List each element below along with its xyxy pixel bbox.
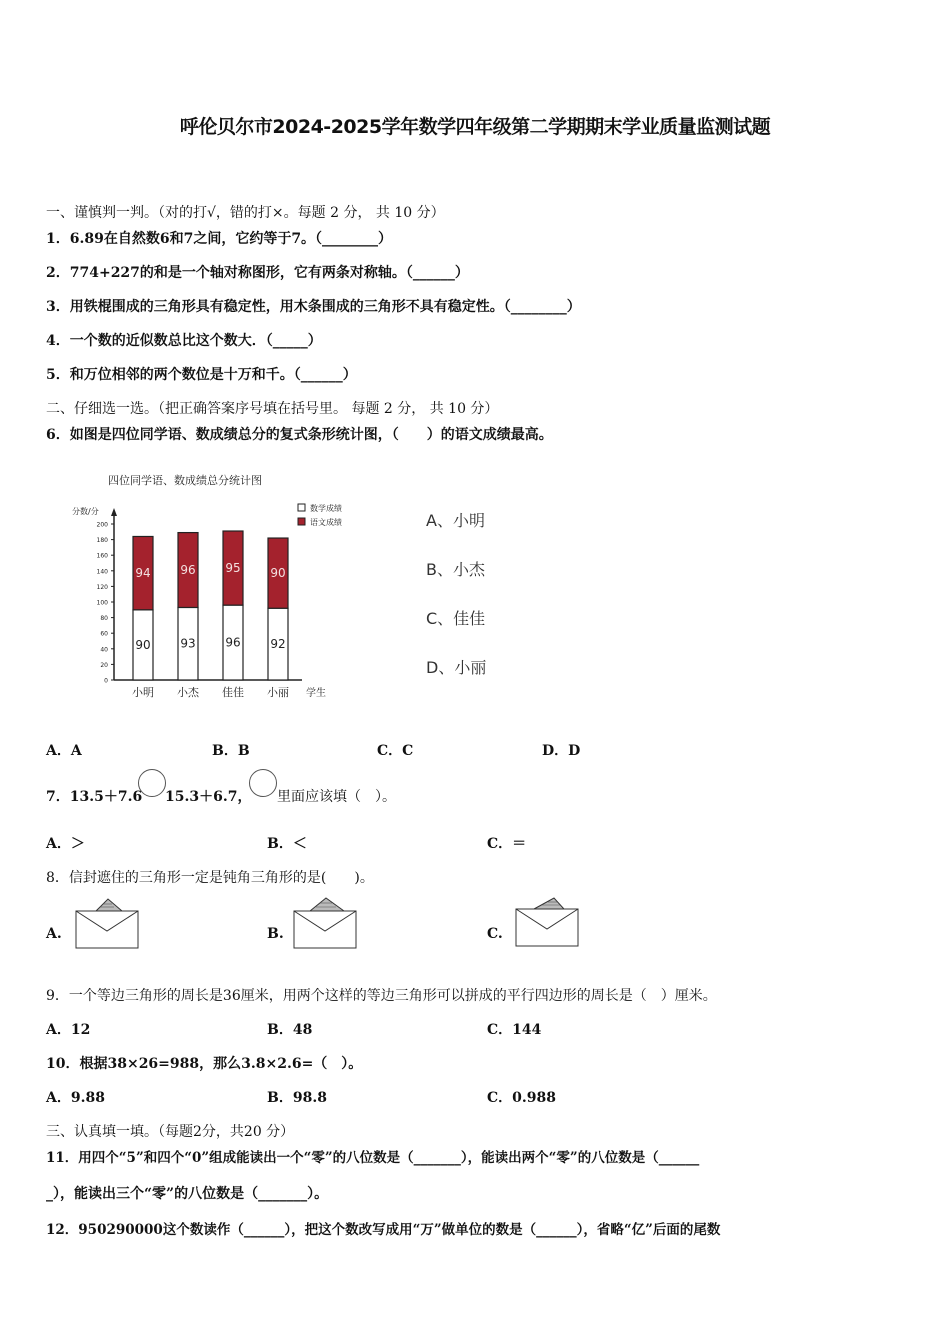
question-7-part2: 15.3＋6.7， [165,789,252,805]
data-label-chinese: 94 [135,566,151,581]
question-12: 12．950290000这个数读作（______），把这个数改写成用“万”做单位的数是（______），省略“亿”后面的尾数 [46,1222,721,1238]
q6-choice-c: C、佳佳 [426,609,486,628]
chart-ylabel: 分数/分 [72,507,99,516]
q7-option-a[interactable]: A．＞ [46,836,85,852]
q10-option-a[interactable]: A．9.88 [46,1090,105,1106]
chart-title: 四位同学语、数成绩总分统计图 [108,474,262,487]
y-tick-label: 0 [104,677,108,685]
stacked-bar-chart [66,468,356,708]
y-tick-label: 160 [96,552,108,560]
q10-option-b[interactable]: B．98.8 [267,1090,327,1106]
q6-choice-b: B、小杰 [426,560,485,579]
q8-option-b[interactable]: B. [267,926,284,942]
data-label-math: 96 [225,635,241,650]
q7-option-b[interactable]: B．＜ [267,836,307,852]
data-label-chinese: 96 [180,563,196,578]
y-tick-label: 120 [96,583,108,591]
data-label-math: 90 [135,637,151,652]
legend-swatch [298,518,305,525]
question-2: 2．774+227的和是一个轴对称图形，它有两条对称轴。（______） [46,265,469,281]
question-10: 10．根据38×26=988，那么3.8×2.6=（ ）。 [46,1056,363,1072]
question-11-line1: 11．用四个“5”和四个“0”组成能读出一个“零”的八位数是（_______），能读出两个“零”的八位数是（______ [46,1150,700,1166]
q9-option-b[interactable]: B．48 [267,1022,313,1038]
question-5: 5．和万位相邻的两个数位是十万和千。（______） [46,367,357,383]
question-6: 6．如图是四位同学语、数成绩总分的复式条形统计图，（ ）的语文成绩最高。 [46,427,553,443]
legend-swatch [298,504,305,511]
legend-label: 数学成绩 [310,504,342,513]
question-7-part1: 7．13.5＋7.6 [46,789,143,805]
q6-choice-a: A、小明 [426,511,485,530]
question-3: 3．用铁棍围成的三角形具有稳定性，用木条围成的三角形不具有稳定性。（________） [46,299,581,315]
q7-option-c[interactable]: C．＝ [487,836,527,852]
data-label-math: 92 [270,637,286,652]
legend-label: 语文成绩 [310,518,342,527]
question-4: 4．一个数的近似数总比这个数大．（_____） [46,333,322,349]
y-tick-label: 200 [96,521,108,529]
section1-header: 一、谨慎判一判。（对的打√，错的打×。每题 2 分， 共 10 分） [46,205,445,221]
q6-option-d[interactable]: D．D [542,743,581,759]
x-tick-label: 小杰 [177,686,199,699]
y-tick-label: 80 [100,615,108,623]
x-tick-label: 小丽 [267,686,289,699]
question-1: 1．6.89在自然数6和7之间，它约等于7。（________） [46,231,393,247]
data-label-chinese: 90 [270,566,286,581]
chart-xlabel: 学生 [306,688,326,699]
y-tick-label: 140 [96,568,108,576]
q9-option-c[interactable]: C．144 [487,1022,542,1038]
q10-option-c[interactable]: C．0.988 [487,1090,556,1106]
y-tick-label: 40 [100,646,108,654]
data-label-math: 93 [180,636,196,651]
envelope-a-icon [74,897,142,951]
blank-circle-2[interactable] [249,769,277,797]
q6-option-c[interactable]: C．C [377,743,414,759]
envelope-b-icon [292,897,360,951]
y-tick-label: 180 [96,537,108,545]
y-axis-arrow [111,508,117,516]
q6-choice-d: D、小丽 [426,658,487,677]
question-11-line2: _），能读出三个“零”的八位数是（_______）。 [46,1186,329,1202]
q6-option-b[interactable]: B．B [212,743,250,759]
x-tick-label: 小明 [132,686,154,699]
y-tick-label: 60 [100,630,108,638]
question-8: 8．信封遮住的三角形一定是钝角三角形的是( )。 [46,870,374,886]
q9-option-a[interactable]: A．12 [46,1022,91,1038]
x-tick-label: 佳佳 [222,686,244,699]
q8-option-a[interactable]: A. [46,926,62,942]
data-label-chinese: 95 [225,561,241,576]
q8-option-c[interactable]: C. [487,926,503,942]
question-9: 9．一个等边三角形的周长是36厘米，用两个这样的等边三角形可以拼成的平行四边形的周长是（ ）厘米。 [46,988,717,1004]
question-7-part3: 里面应该填（ ）。 [277,789,396,805]
y-tick-label: 20 [100,661,108,669]
page-title: 呼伦贝尔市2024-2025学年数学四年级第二学期期末学业质量监测试题 [179,116,771,138]
section3-header: 三、认真填一填。（每题2分，共20 分） [46,1124,295,1140]
y-tick-label: 100 [96,599,108,607]
section2-header: 二、仔细选一选。（把正确答案序号填在括号里。 每题 2 分， 共 10 分） [46,401,499,417]
blank-circle-1[interactable] [138,769,166,797]
envelope-c-icon [514,895,582,949]
q6-option-a[interactable]: A．A [46,743,82,759]
